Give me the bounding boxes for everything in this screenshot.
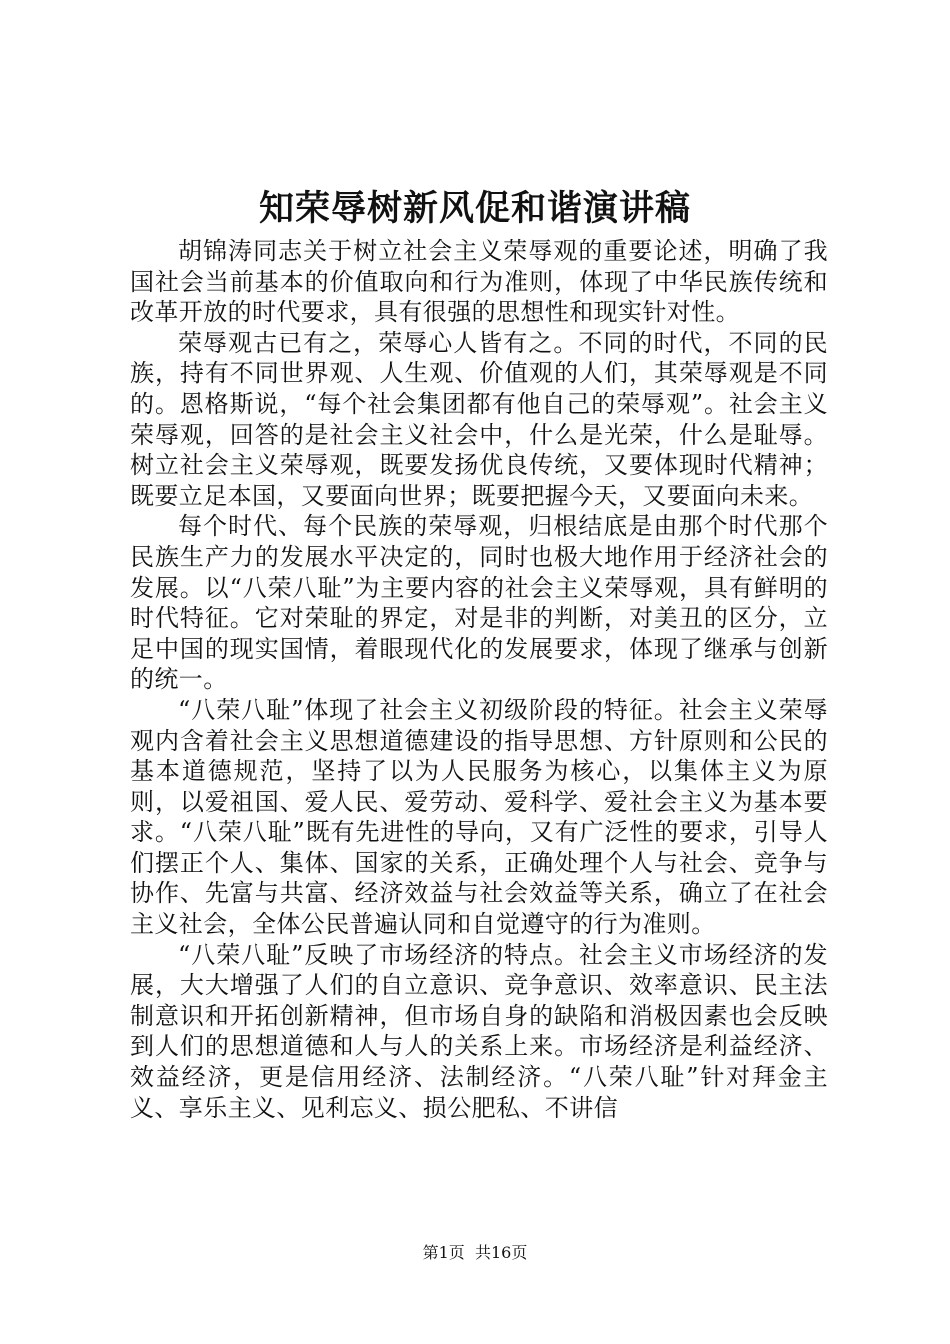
paragraph-2: 荣辱观古已有之，荣辱心人皆有之。不同的时代，不同的民族，持有不同世界观、人生观、价值观的人们，其荣辱观是不同的。恩格斯说，“每个社会集团都有他自己的荣辱观”。社会主义荣辱观，回答的是社会主义社会中，什么是光荣，什么是耻辱。树立社会主义荣辱观，既要发扬优良传统，又要体现时代精神；既要立足本国，又要面向世界；既要把握今天，又要面向未来。 — [130, 328, 828, 510]
page-number: 第1页 — [422, 1243, 465, 1262]
page-footer — [0, 1242, 950, 1264]
document-body — [130, 236, 828, 1123]
page-title: 知荣辱树新风促和谐演讲稿 — [258, 188, 691, 229]
paragraph-3: 每个时代、每个民族的荣辱观，归根结底是由那个时代那个民族生产力的发展水平决定的，同时也极大地作用于经济社会的发展。以“八荣八耻”为主要内容的社会主义荣辱观，具有鲜明的时代特征。它对荣耻的界定，对是非的判断，对美丑的区分，立足中国的现实国情，着眼现代化的发展要求，体现了继承与创新的统一。 — [130, 512, 828, 694]
paragraph-4: “八荣八耻”体现了社会主义初级阶段的特征。社会主义荣辱观内含着社会主义思想道德建设的指导思想、方针原则和公民的基本道德规范，坚持了以为人民服务为核心，以集体主义为原则，以爱祖国、爱人民、爱劳动、爱科学、爱社会主义为基本要求。“八荣八耻”既有先进性的导向，又有广泛性的要求，引导人们摆正个人、集体、国家的关系，正确处理个人与社会、竞争与协作、先富与共富、经济效益与社会效益等关系，确立了在社会主义社会，全体公民普遍认同和自觉遵守的行为准则。 — [130, 695, 828, 939]
page-total: 共16页 — [474, 1243, 528, 1262]
paragraph-1: 胡锦涛同志关于树立社会主义荣辱观的重要论述，明确了我国社会当前基本的价值取向和行为准则，体现了中华民族传统和改革开放的时代要求，具有很强的思想性和现实针对性。 — [130, 237, 828, 327]
paragraph-5: “八荣八耻”反映了市场经济的特点。社会主义市场经济的发展，大大增强了人们的自立意识、竞争意识、效率意识、民主法制意识和开拓创新精神，但市场自身的缺陷和消极因素也会反映到人们的思想道德和人与人的关系上来。市场经济是利益经济、效益经济，更是信用经济、法制经济。“八荣八耻”针对拜金主义、享乐主义、见利忘义、损公肥私、不讲信 — [130, 940, 828, 1122]
